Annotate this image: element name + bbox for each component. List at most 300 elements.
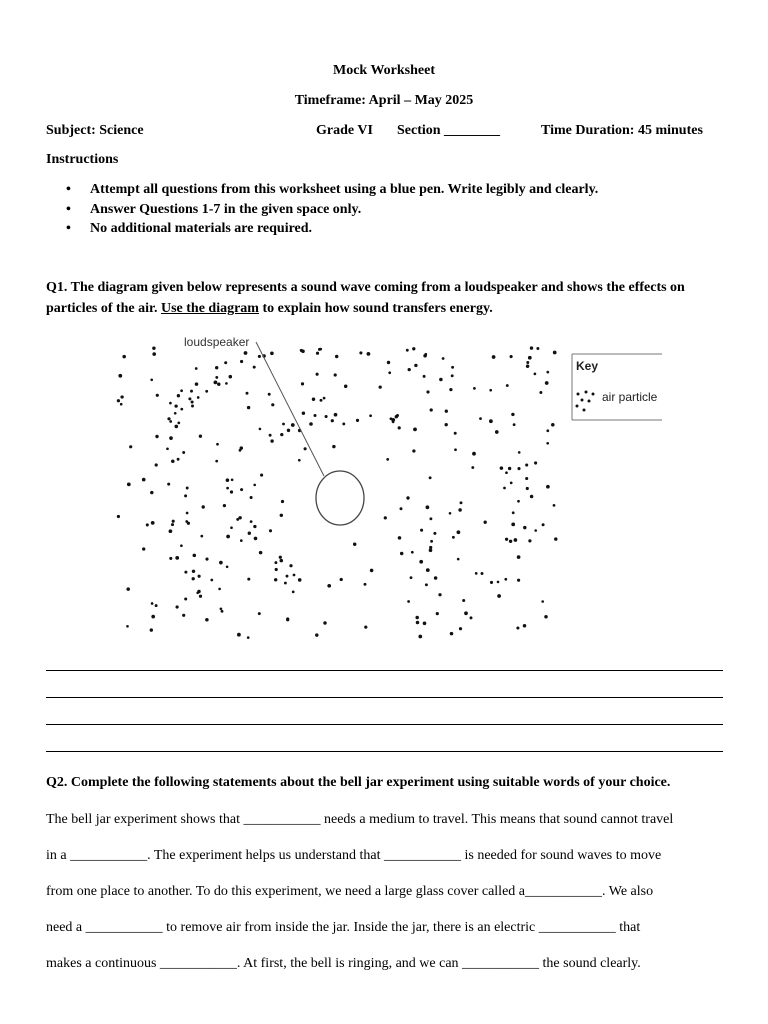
- air-particle: [534, 461, 537, 464]
- air-particle: [198, 575, 201, 578]
- question-2-title: Q2. Complete the following statements about the bell jar experiment using suitable words of your choice.: [46, 775, 671, 790]
- loudspeaker-circle: [316, 471, 364, 525]
- air-particle: [215, 366, 218, 369]
- air-particle: [553, 504, 556, 507]
- air-particle: [420, 529, 423, 532]
- air-particle: [152, 346, 155, 349]
- air-particle: [335, 355, 338, 358]
- bullet-icon: •: [66, 201, 71, 217]
- air-particle: [410, 576, 413, 579]
- air-particle: [325, 415, 328, 418]
- air-particle: [407, 600, 410, 603]
- air-particle: [218, 588, 221, 591]
- answer-line[interactable]: [46, 697, 723, 698]
- air-particle: [280, 433, 283, 436]
- air-particle: [369, 414, 372, 417]
- air-particle: [253, 484, 256, 487]
- air-particle: [503, 487, 506, 490]
- air-particle: [387, 361, 390, 364]
- air-particle: [226, 487, 229, 490]
- answer-line[interactable]: [46, 724, 723, 725]
- air-particle: [302, 411, 305, 414]
- air-particle: [177, 422, 180, 425]
- air-particle: [318, 348, 321, 351]
- air-particle: [323, 397, 326, 400]
- air-particle: [342, 422, 345, 425]
- air-particle: [191, 400, 194, 403]
- answer-line[interactable]: [46, 751, 723, 752]
- air-particle: [250, 520, 253, 523]
- air-particle: [429, 476, 432, 479]
- air-particle: [314, 414, 317, 417]
- q2-statement-line: from one place to another. To do this experiment, we need a large glass cover called a___________. We also: [46, 884, 654, 899]
- air-particle: [240, 360, 243, 363]
- air-particle: [156, 394, 159, 397]
- air-particle: [258, 612, 261, 615]
- air-particle: [334, 413, 338, 417]
- air-particle: [169, 529, 173, 533]
- air-particle: [169, 557, 172, 560]
- air-particle: [301, 382, 304, 385]
- key-title: Key: [576, 359, 599, 373]
- grade-label: Grade VI: [316, 123, 373, 138]
- air-particle: [546, 442, 549, 445]
- air-particle: [304, 447, 307, 450]
- air-particle: [475, 572, 478, 575]
- instructions-heading: Instructions: [46, 152, 119, 167]
- air-particle: [122, 355, 126, 359]
- air-particle: [539, 391, 542, 394]
- air-particle: [152, 352, 156, 356]
- air-particle: [412, 449, 415, 452]
- loudspeaker-pointer: [256, 342, 324, 476]
- air-particle: [216, 443, 219, 446]
- air-particle: [309, 422, 313, 426]
- air-particle: [530, 495, 534, 499]
- air-particle: [451, 366, 454, 369]
- air-particle: [327, 584, 331, 588]
- air-particle: [484, 521, 487, 524]
- air-particle: [436, 612, 439, 615]
- section-field: Section ________: [397, 123, 501, 138]
- air-particle: [512, 511, 515, 514]
- air-particle: [155, 435, 158, 438]
- air-particle: [511, 413, 514, 416]
- air-particle: [489, 389, 492, 392]
- air-particle: [120, 395, 123, 398]
- air-particle: [292, 591, 295, 594]
- air-particle: [542, 523, 545, 526]
- air-particle: [275, 568, 278, 571]
- air-particle: [286, 618, 289, 621]
- air-particle: [187, 522, 190, 525]
- air-particle: [190, 390, 193, 393]
- air-particle: [271, 403, 274, 406]
- air-particle: [452, 536, 455, 539]
- air-particle: [546, 371, 549, 374]
- air-particle: [517, 467, 520, 470]
- air-particle: [180, 544, 183, 547]
- air-particle: [398, 426, 401, 429]
- air-particle: [126, 625, 129, 628]
- air-particle: [473, 387, 476, 390]
- subject-label: Subject: Science: [46, 123, 144, 138]
- q1-text: Q1. The diagram given below represents a sound wave coming from a loudspeaker and shows the effects on particles of the air.: [46, 280, 685, 316]
- air-particle: [430, 408, 433, 411]
- air-particle: [279, 556, 282, 559]
- air-particle: [457, 530, 461, 534]
- time-duration: Time Duration: 45 minutes: [541, 123, 703, 138]
- air-particle: [429, 546, 432, 549]
- air-particle: [247, 636, 250, 639]
- air-particle: [451, 374, 454, 377]
- q2-statement-line: makes a continuous ___________. At first, the bell is ringing, and we can ___________ the sound clearly.: [46, 956, 641, 971]
- air-particle: [513, 423, 516, 426]
- q1-underlined: Use the diagram: [160, 301, 259, 316]
- air-particle: [226, 478, 230, 482]
- air-particle: [504, 578, 507, 581]
- air-particle: [117, 515, 120, 518]
- air-particle: [470, 616, 473, 619]
- air-particle: [454, 432, 457, 435]
- air-particle: [534, 373, 537, 376]
- q2-statement-line: The bell jar experiment shows that ___________ needs a medium to travel. This means that sound cannot travel: [46, 812, 674, 827]
- air-particle: [169, 402, 172, 405]
- air-particle: [151, 521, 155, 525]
- air-particle: [400, 507, 403, 510]
- air-particle: [196, 591, 199, 594]
- air-particle: [150, 628, 153, 631]
- air-particle: [269, 434, 272, 437]
- air-particle: [433, 532, 436, 535]
- air-particle: [284, 582, 287, 585]
- air-particle: [497, 594, 501, 598]
- air-particle: [546, 485, 550, 489]
- air-particle: [240, 488, 243, 491]
- air-particle: [146, 523, 149, 526]
- air-particle: [287, 429, 290, 432]
- air-particle: [180, 408, 183, 411]
- air-particle: [192, 577, 195, 580]
- air-particle: [184, 494, 187, 497]
- air-particle: [392, 420, 395, 423]
- air-particle: [544, 615, 548, 619]
- air-particle: [508, 467, 511, 470]
- air-particle: [301, 350, 305, 354]
- air-particle: [426, 505, 430, 509]
- air-particle: [259, 428, 262, 431]
- air-particle: [479, 417, 482, 420]
- air-particle: [553, 351, 557, 355]
- air-particle: [205, 558, 208, 561]
- air-particle: [240, 539, 243, 542]
- air-particle: [171, 459, 175, 463]
- air-particle: [217, 382, 220, 385]
- air-particle: [184, 597, 187, 600]
- air-particle: [182, 614, 185, 617]
- instruction-item: [46, 200, 598, 220]
- air-particle: [416, 621, 420, 625]
- air-particle: [536, 347, 539, 350]
- air-particle: [517, 555, 521, 559]
- air-particle: [224, 361, 227, 364]
- air-particle: [259, 551, 263, 555]
- air-particle: [202, 505, 205, 508]
- air-particle: [429, 517, 432, 520]
- air-particle: [370, 569, 374, 573]
- air-particle: [445, 423, 448, 426]
- air-particle: [415, 616, 419, 620]
- air-particle: [219, 561, 223, 565]
- q2-statement-line: in a ___________. The experiment helps us understand that ___________ is needed for sound waves to move: [46, 848, 662, 863]
- air-particle: [167, 483, 170, 486]
- air-particle: [353, 542, 356, 545]
- air-particle: [400, 552, 403, 555]
- air-particle-icon: [576, 391, 595, 412]
- air-particle: [200, 535, 203, 538]
- timeframe: Timeframe: April – May 2025: [294, 93, 474, 108]
- air-particle: [193, 554, 197, 558]
- instruction-item: [46, 180, 598, 200]
- air-particle: [390, 417, 393, 420]
- air-particle: [423, 375, 426, 378]
- air-particle: [150, 378, 153, 381]
- air-particle: [506, 384, 509, 387]
- air-particle: [210, 579, 213, 582]
- air-particle: [505, 471, 508, 474]
- air-particle: [221, 610, 224, 613]
- air-particle: [225, 382, 228, 385]
- air-particle: [386, 458, 389, 461]
- air-particle: [205, 390, 208, 393]
- air-particle: [434, 576, 438, 580]
- air-particle: [253, 525, 256, 528]
- air-particle: [438, 593, 441, 596]
- air-particle: [239, 449, 242, 452]
- air-particle: [172, 520, 175, 523]
- air-particle: [525, 463, 528, 466]
- air-particle: [174, 412, 177, 415]
- air-particle: [454, 448, 457, 451]
- air-particle: [223, 504, 226, 507]
- air-particle: [500, 466, 504, 470]
- air-particle: [171, 523, 174, 526]
- air-particle: [117, 399, 120, 402]
- air-particle: [229, 375, 233, 379]
- air-particle: [258, 355, 261, 358]
- air-particle: [426, 390, 429, 393]
- air-particle: [195, 367, 198, 370]
- air-particle: [280, 514, 283, 517]
- worksheet-title: Mock Worksheet: [332, 63, 435, 78]
- air-particle: [205, 618, 209, 622]
- air-particle: [490, 581, 493, 584]
- air-particle: [505, 538, 508, 541]
- air-particle: [459, 627, 462, 630]
- air-particle: [551, 423, 555, 427]
- air-particle: [541, 600, 544, 603]
- air-particle: [268, 393, 271, 396]
- air-particle: [237, 633, 241, 637]
- air-particle: [186, 487, 189, 490]
- air-particle: [280, 559, 284, 563]
- air-particle: [523, 526, 526, 529]
- air-particle: [166, 447, 169, 450]
- air-particle: [298, 578, 302, 582]
- air-particle: [316, 352, 319, 355]
- air-particle: [127, 483, 131, 487]
- air-particle: [231, 478, 234, 481]
- air-particles: [117, 346, 558, 639]
- air-particle: [175, 556, 179, 560]
- air-particle: [230, 526, 233, 529]
- air-particle: [472, 452, 476, 456]
- key-box: [572, 354, 662, 420]
- air-particle: [379, 385, 382, 388]
- air-particle: [425, 583, 428, 586]
- air-particle: [188, 397, 191, 400]
- air-particle: [460, 501, 463, 504]
- air-particle: [423, 354, 427, 358]
- air-particle: [388, 371, 391, 374]
- air-particle: [481, 572, 484, 575]
- key-label: air particle: [602, 390, 658, 404]
- air-particle: [517, 500, 520, 503]
- air-particle: [464, 611, 468, 615]
- air-particle: [356, 419, 359, 422]
- air-particle: [270, 439, 273, 442]
- air-particle: [248, 532, 251, 535]
- air-particle: [151, 602, 154, 605]
- air-particle: [180, 389, 183, 392]
- air-particle: [215, 460, 218, 463]
- air-particle: [274, 561, 277, 564]
- air-particle: [126, 587, 130, 591]
- air-particle: [534, 529, 537, 532]
- air-particle: [528, 356, 532, 360]
- air-particle: [523, 624, 527, 628]
- air-particle: [323, 621, 326, 624]
- air-particle: [184, 571, 187, 574]
- air-particle: [120, 403, 123, 406]
- air-particle: [286, 575, 289, 578]
- air-particle: [182, 451, 185, 454]
- air-particle: [411, 551, 414, 554]
- air-particle: [364, 583, 367, 586]
- air-particle: [408, 368, 411, 371]
- instruction-text: No additional materials are required.: [90, 221, 313, 236]
- instruction-item: [46, 219, 598, 239]
- air-particle: [254, 537, 258, 541]
- air-particle: [197, 396, 200, 399]
- air-particle: [406, 349, 409, 352]
- air-particle: [525, 477, 528, 480]
- air-particle: [492, 355, 496, 359]
- air-particle: [509, 540, 512, 543]
- air-particle: [495, 430, 499, 434]
- instruction-text: Answer Questions 1-7 in the given space only.: [90, 201, 362, 217]
- instructions-list: [46, 180, 598, 239]
- air-particle: [192, 570, 195, 573]
- air-particle: [367, 352, 371, 356]
- air-particle: [414, 364, 417, 367]
- air-particle: [291, 423, 295, 427]
- air-particle: [528, 539, 531, 542]
- air-particle: [151, 615, 155, 619]
- air-particle: [332, 445, 335, 448]
- air-particle: [359, 351, 362, 354]
- air-particle: [199, 435, 202, 438]
- air-particle: [396, 414, 399, 417]
- air-particle: [260, 474, 263, 477]
- air-particle: [384, 516, 387, 519]
- air-particle: [220, 607, 223, 610]
- air-particle: [418, 635, 422, 639]
- air-particle: [398, 536, 402, 540]
- air-particle: [247, 406, 250, 409]
- instruction-text: Attempt all questions from this worksheet using a blue pen. Write legibly and clearly.: [90, 182, 599, 197]
- air-particle: [554, 537, 557, 540]
- air-particle: [510, 482, 513, 485]
- air-particle: [269, 529, 272, 532]
- air-particle: [186, 512, 189, 515]
- air-particle: [155, 463, 158, 466]
- loudspeaker-label: loudspeaker: [184, 335, 250, 349]
- air-particle: [253, 366, 256, 369]
- air-particle: [489, 419, 493, 423]
- air-particle: [518, 451, 521, 454]
- air-particle: [430, 540, 433, 543]
- air-particle: [247, 578, 250, 581]
- air-particle: [226, 535, 230, 539]
- air-particle: [458, 508, 461, 511]
- air-particle: [364, 626, 367, 629]
- air-particle: [155, 604, 158, 607]
- air-particle: [215, 376, 218, 379]
- air-particle: [419, 560, 423, 564]
- air-particle: [449, 388, 452, 391]
- air-particle: [517, 579, 520, 582]
- air-particle: [462, 599, 465, 602]
- air-particle: [445, 410, 448, 413]
- answer-line[interactable]: [46, 670, 723, 671]
- air-particle: [282, 423, 285, 426]
- air-particle: [246, 392, 249, 395]
- air-particle: [546, 429, 549, 432]
- air-particle: [226, 565, 229, 568]
- air-particle: [510, 355, 513, 358]
- air-particle: [298, 459, 301, 462]
- air-particle: [530, 346, 533, 349]
- air-particle: [439, 378, 443, 382]
- air-particle: [191, 405, 194, 408]
- air-particle: [457, 558, 460, 561]
- air-particle: [199, 595, 202, 598]
- air-particle: [526, 365, 529, 368]
- air-particle: [413, 428, 417, 432]
- air-particle: [406, 496, 409, 499]
- air-particle: [471, 466, 474, 469]
- air-particle: [497, 581, 500, 584]
- air-particle: [174, 425, 178, 429]
- air-particle: [274, 578, 277, 581]
- air-particle: [545, 381, 549, 385]
- air-particle: [316, 373, 319, 376]
- air-particle: [516, 626, 519, 629]
- air-particle: [177, 394, 180, 397]
- air-particle: [118, 374, 122, 378]
- air-particle: [442, 357, 445, 360]
